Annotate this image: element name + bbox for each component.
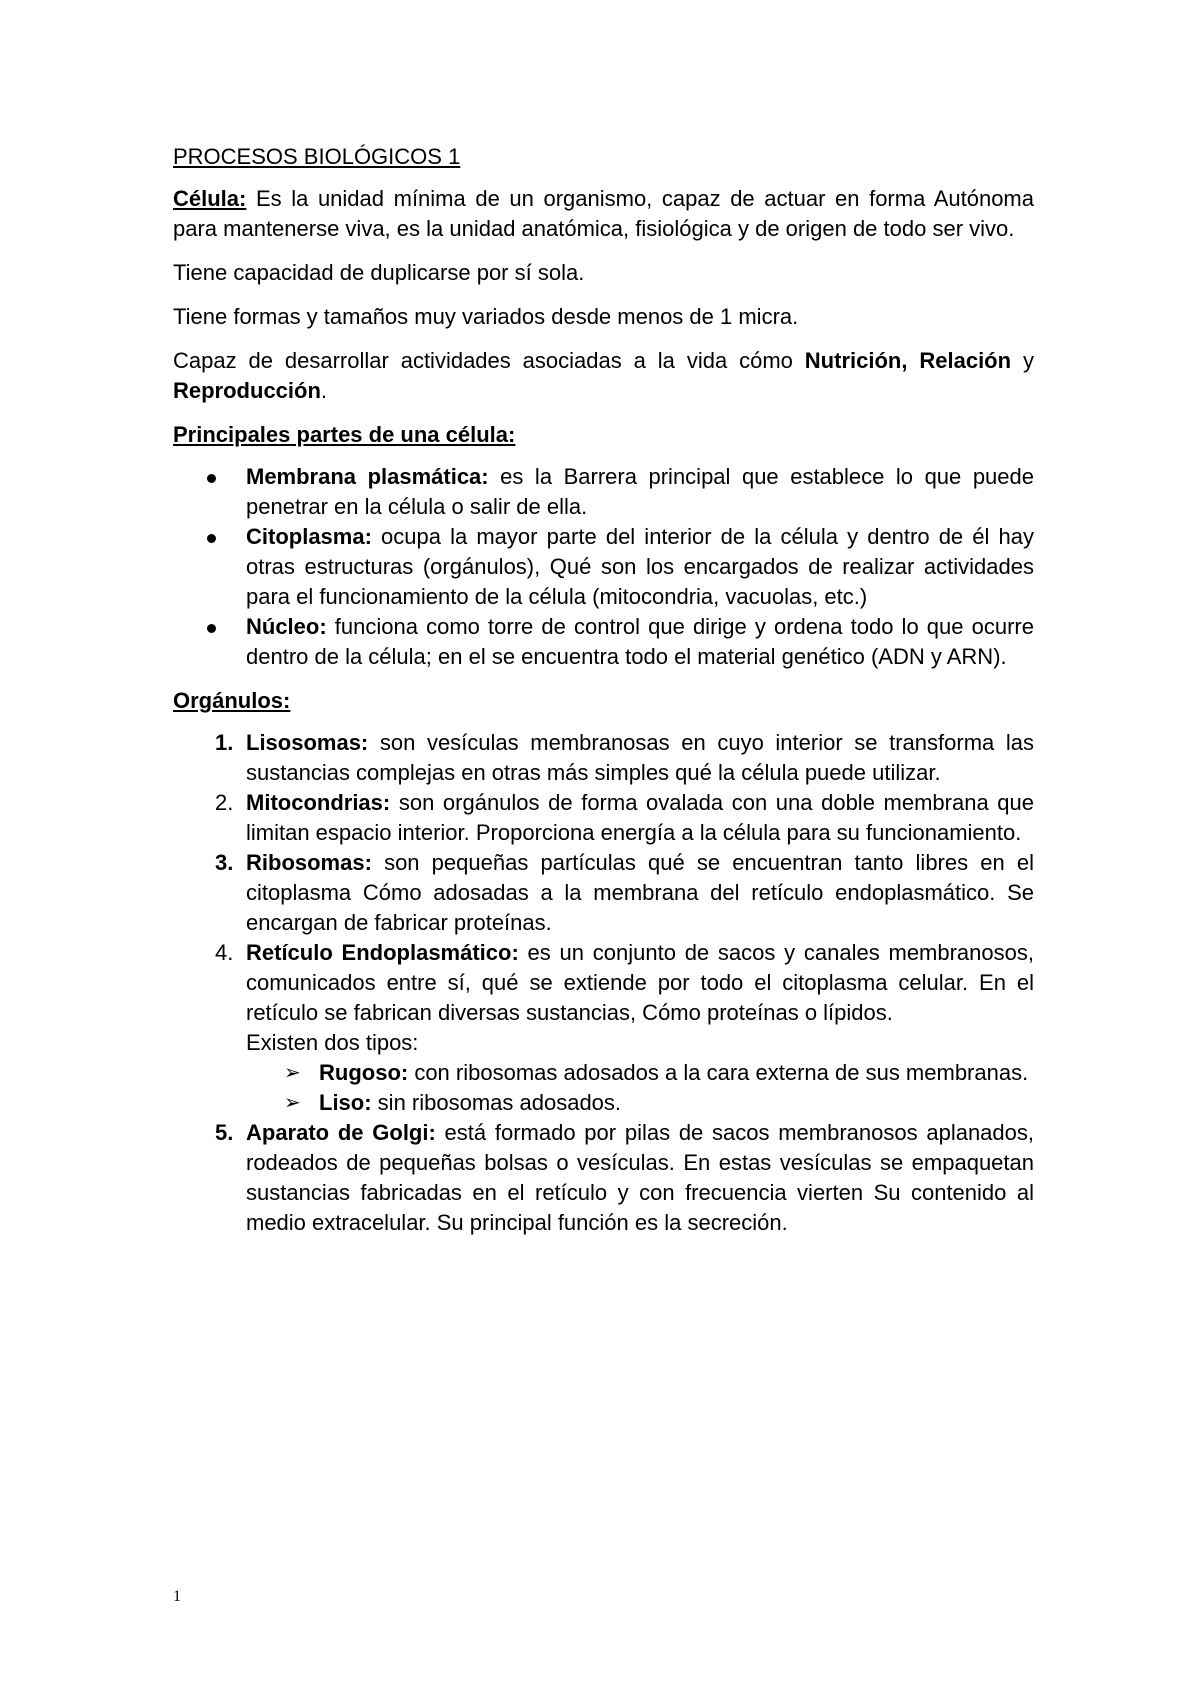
item-text: sin ribosomas adosados. xyxy=(371,1090,622,1115)
page-content xyxy=(173,142,1034,1238)
paragraph-formas: Tiene formas y tamaños muy variados desde menos de 1 micra. xyxy=(173,304,799,329)
tipos-intro: Existen dos tipos: xyxy=(246,1030,419,1055)
item-term: Mitocondrias: xyxy=(246,790,391,815)
list-item xyxy=(173,612,1034,672)
arrow-bullet-icon: ➢ xyxy=(284,1092,301,1114)
item-term: Retículo Endoplasmático: xyxy=(246,940,519,965)
list-item xyxy=(173,522,1034,612)
item-term: Lisosomas: xyxy=(246,730,369,755)
celula-term: Célula: xyxy=(173,186,247,211)
list-item xyxy=(173,848,1034,938)
organulos-list xyxy=(173,728,1034,1238)
item-number: 2. xyxy=(215,790,234,815)
item-text: son vesículas membranosas en cuyo interior se transforma las sustancias complejas en otras más simples qué la célula puede utilizar. xyxy=(246,730,1034,785)
organulos-heading: Orgánulos: xyxy=(173,688,291,713)
item-text: son orgánulos de forma ovalada con una doble membrana que limitan espacio interior. Proporciona energía a la célula para su funcionamiento. xyxy=(246,790,1034,845)
item-number: 1. xyxy=(215,730,234,755)
list-item xyxy=(173,462,1034,522)
partes-list xyxy=(173,462,1034,672)
actividades-end: . xyxy=(320,378,328,403)
item-term: Rugoso: xyxy=(319,1060,409,1085)
item-number: 3. xyxy=(215,850,234,875)
item-term: Liso: xyxy=(319,1090,372,1115)
item-term: Membrana plasmática: xyxy=(246,464,489,489)
partes-heading: Principales partes de una célula: xyxy=(173,422,516,447)
item-text: es la Barrera principal que establece lo que puede penetrar en la célula o salir de ella. xyxy=(246,464,1034,519)
item-text: es un conjunto de sacos y canales membranosos, comunicados entre sí, qué se extiende por todo el citoplasma celular. En el retículo se fabrican diversas sustancias, Cómo proteínas o lípidos. xyxy=(246,940,1034,1025)
celula-definition xyxy=(173,184,1034,244)
arrow-bullet-icon: ➢ xyxy=(284,1062,301,1084)
actividades-mid: y xyxy=(1011,348,1034,373)
item-term: Núcleo: xyxy=(246,614,327,639)
item-text: son pequeñas partículas qué se encuentran tanto libres en el citoplasma Cómo adosadas a la membrana del retículo endoplasmático. Se encargan de fabricar proteínas. xyxy=(246,850,1034,935)
item-text: con ribosomas adosados a la cara externa de sus membranas. xyxy=(408,1060,1029,1085)
list-item xyxy=(173,728,1034,788)
list-item xyxy=(173,788,1034,848)
bullet-icon xyxy=(207,534,216,543)
actividades-bold-2: Reproducción xyxy=(173,378,321,403)
paragraph-actividades xyxy=(173,346,1034,406)
paragraph-duplicarse: Tiene capacidad de duplicarse por sí sola. xyxy=(173,260,585,285)
actividades-bold-1: Nutrición, Relación xyxy=(804,348,1012,373)
item-number: 4. xyxy=(215,940,234,965)
page-title: PROCESOS BIOLÓGICOS 1 xyxy=(173,144,461,169)
bullet-icon xyxy=(207,624,216,633)
list-item xyxy=(246,1088,1034,1118)
page-number: 1 xyxy=(173,1588,181,1605)
item-term: Citoplasma: xyxy=(246,524,372,549)
item-number: 5. xyxy=(215,1120,234,1145)
actividades-start: Capaz de desarrollar actividades asociadas a la vida cómo xyxy=(173,348,805,373)
item-term: Aparato de Golgi: xyxy=(246,1120,436,1145)
list-item xyxy=(173,938,1034,1118)
list-item xyxy=(173,1118,1034,1238)
item-term: Ribosomas: xyxy=(246,850,372,875)
bullet-icon xyxy=(207,474,216,483)
tipos-list xyxy=(246,1058,1034,1118)
item-text: está formado por pilas de sacos membranosos aplanados, rodeados de pequeñas bolsas o vesículas. En estas vesículas se empaquetan sustancias fabricadas en el retículo y con frecuencia vierten Su contenido al medio extracelular. Su principal función es la secreción. xyxy=(246,1120,1034,1235)
celula-text: Es la unidad mínima de un organismo, capaz de actuar en forma Autónoma para mantenerse viva, es la unidad anatómica, fisiológica y de origen de todo ser vivo. xyxy=(173,186,1034,241)
list-item xyxy=(246,1058,1034,1088)
item-text: funciona como torre de control que dirige y ordena todo lo que ocurre dentro de la célula; en el se encuentra todo el material genético (ADN y ARN). xyxy=(246,614,1034,669)
item-text: ocupa la mayor parte del interior de la célula y dentro de él hay otras estructuras (orgánulos), Qué son los encargados de realizar actividades para el funcionamiento de la célula (mitocondria, vacuolas, etc.) xyxy=(246,524,1034,609)
